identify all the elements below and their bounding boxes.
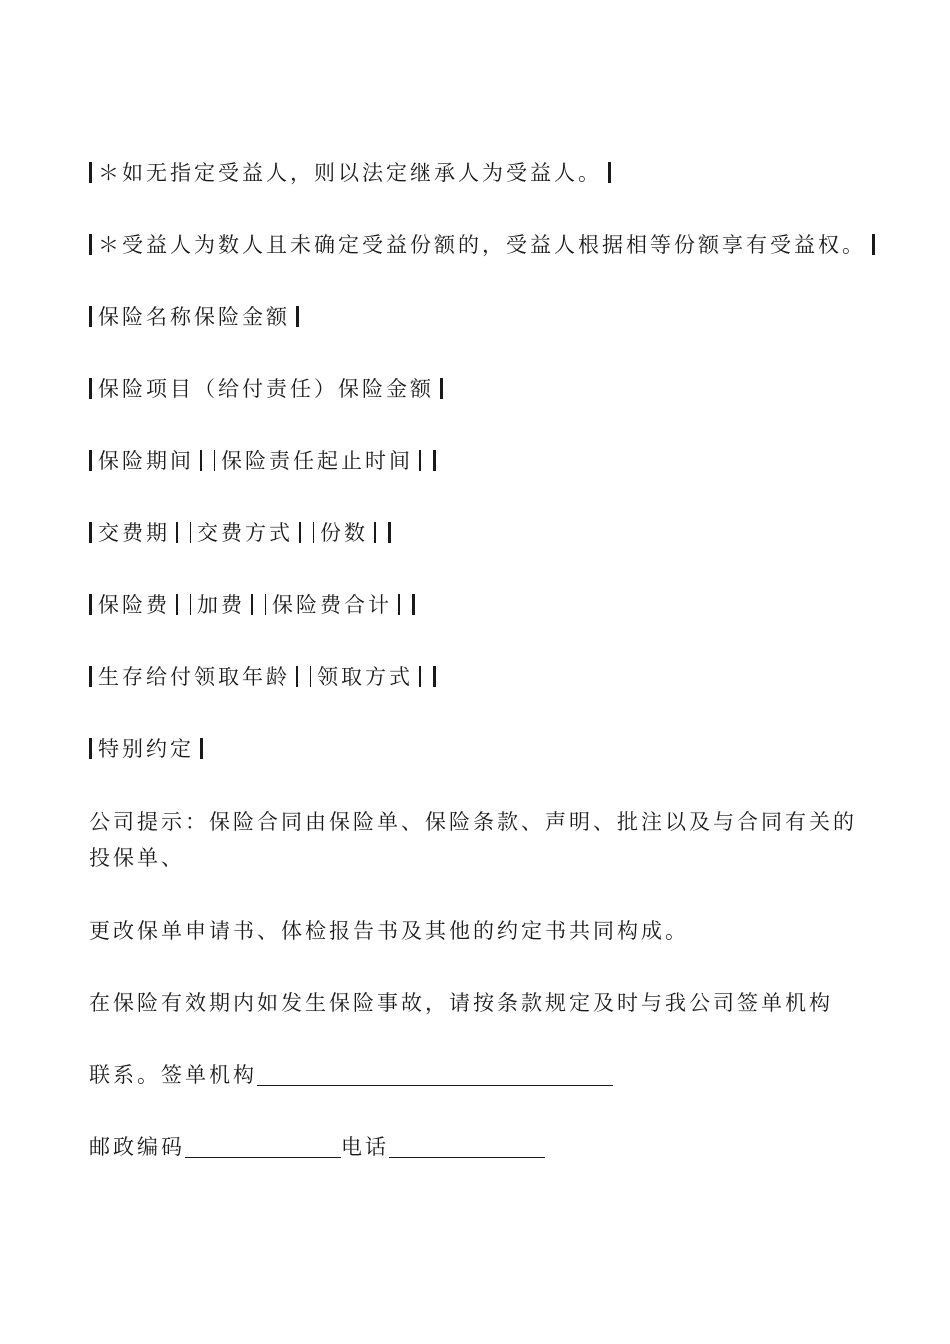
table-border xyxy=(440,378,443,399)
table-divider xyxy=(265,594,267,615)
signing-office-row xyxy=(89,1060,613,1090)
note-no-beneficiary: ＊如无指定受益人，则以法定继承人为受益人。 xyxy=(98,161,602,185)
table-border xyxy=(89,234,92,255)
insurance-name-amount-label: 保险名称保险金额 xyxy=(98,305,290,329)
copies-label: 份数 xyxy=(320,521,368,545)
table-border xyxy=(388,522,391,543)
table-divider xyxy=(313,522,315,543)
table-border xyxy=(200,738,203,759)
premium-total-label: 保险费合计 xyxy=(272,593,392,617)
liability-time-label: 保险责任起止时间 xyxy=(221,449,413,473)
surcharge-label: 加费 xyxy=(197,593,245,617)
table-border xyxy=(608,162,611,183)
table-border xyxy=(89,162,92,183)
premium-label: 保险费 xyxy=(98,593,170,617)
phone-blank[interactable] xyxy=(389,1135,545,1158)
postcode-blank[interactable] xyxy=(185,1135,341,1158)
period-row xyxy=(89,446,442,476)
table-border xyxy=(89,594,92,615)
table-border xyxy=(89,306,92,327)
table-border xyxy=(89,522,92,543)
table-border xyxy=(296,306,299,327)
table-divider xyxy=(296,666,298,687)
phone-label: 电话 xyxy=(341,1135,389,1159)
table-border xyxy=(433,450,436,471)
postcode-label: 邮政编码 xyxy=(89,1135,185,1159)
table-divider xyxy=(398,594,400,615)
special-agreement-row xyxy=(89,734,209,764)
table-divider xyxy=(419,450,421,471)
survival-age-label: 生存给付领取年龄 xyxy=(98,665,290,689)
table-border xyxy=(412,594,415,615)
table-divider xyxy=(299,522,301,543)
table-border xyxy=(89,378,92,399)
table-border xyxy=(89,666,92,687)
table-border xyxy=(872,234,875,255)
payment-row xyxy=(89,518,397,548)
note-multiple-beneficiaries-row xyxy=(89,230,881,260)
payment-method-label: 交费方式 xyxy=(197,521,293,545)
table-border xyxy=(89,738,92,759)
notice-paragraph-2 xyxy=(89,916,689,946)
notice-line-3: 在保险有效期内如发生保险事故，请按条款规定及时与我公司签单机构 xyxy=(89,991,833,1015)
notice-line-1: 公司提示：保险合同由保险单、保险条款、声明、批注以及与合同有关的投保单、 xyxy=(89,810,857,870)
note-multiple-beneficiaries: ＊受益人为数人且未确定受益份额的，受益人根据相等份额享有受益权。 xyxy=(98,233,866,257)
note-no-beneficiary-row xyxy=(89,158,617,188)
signing-office-label: 联系。签单机构 xyxy=(89,1063,257,1087)
survival-row xyxy=(89,662,442,692)
table-border xyxy=(89,450,92,471)
period-label: 保险期间 xyxy=(98,449,194,473)
table-divider xyxy=(419,666,421,687)
item-amount-row xyxy=(89,374,449,404)
table-divider xyxy=(310,666,312,687)
premium-row xyxy=(89,590,421,620)
table-divider xyxy=(200,450,202,471)
insurance-name-amount-row xyxy=(89,302,305,332)
table-divider xyxy=(176,522,178,543)
receive-method-label: 领取方式 xyxy=(317,665,413,689)
table-divider xyxy=(190,522,192,543)
signing-office-blank[interactable] xyxy=(257,1063,613,1086)
postcode-phone-row xyxy=(89,1132,545,1162)
table-divider xyxy=(176,594,178,615)
payment-period-label: 交费期 xyxy=(98,521,170,545)
table-divider xyxy=(214,450,216,471)
notice-line-2: 更改保单申请书、体检报告书及其他的约定书共同构成。 xyxy=(89,919,689,943)
item-amount-label: 保险项目（给付责任）保险金额 xyxy=(98,377,434,401)
table-divider xyxy=(190,594,192,615)
notice-paragraph-3 xyxy=(89,988,833,1018)
table-divider xyxy=(374,522,376,543)
table-divider xyxy=(251,594,253,615)
notice-paragraph-1 xyxy=(89,804,869,876)
table-border xyxy=(433,666,436,687)
special-agreement-label: 特别约定 xyxy=(98,737,194,761)
